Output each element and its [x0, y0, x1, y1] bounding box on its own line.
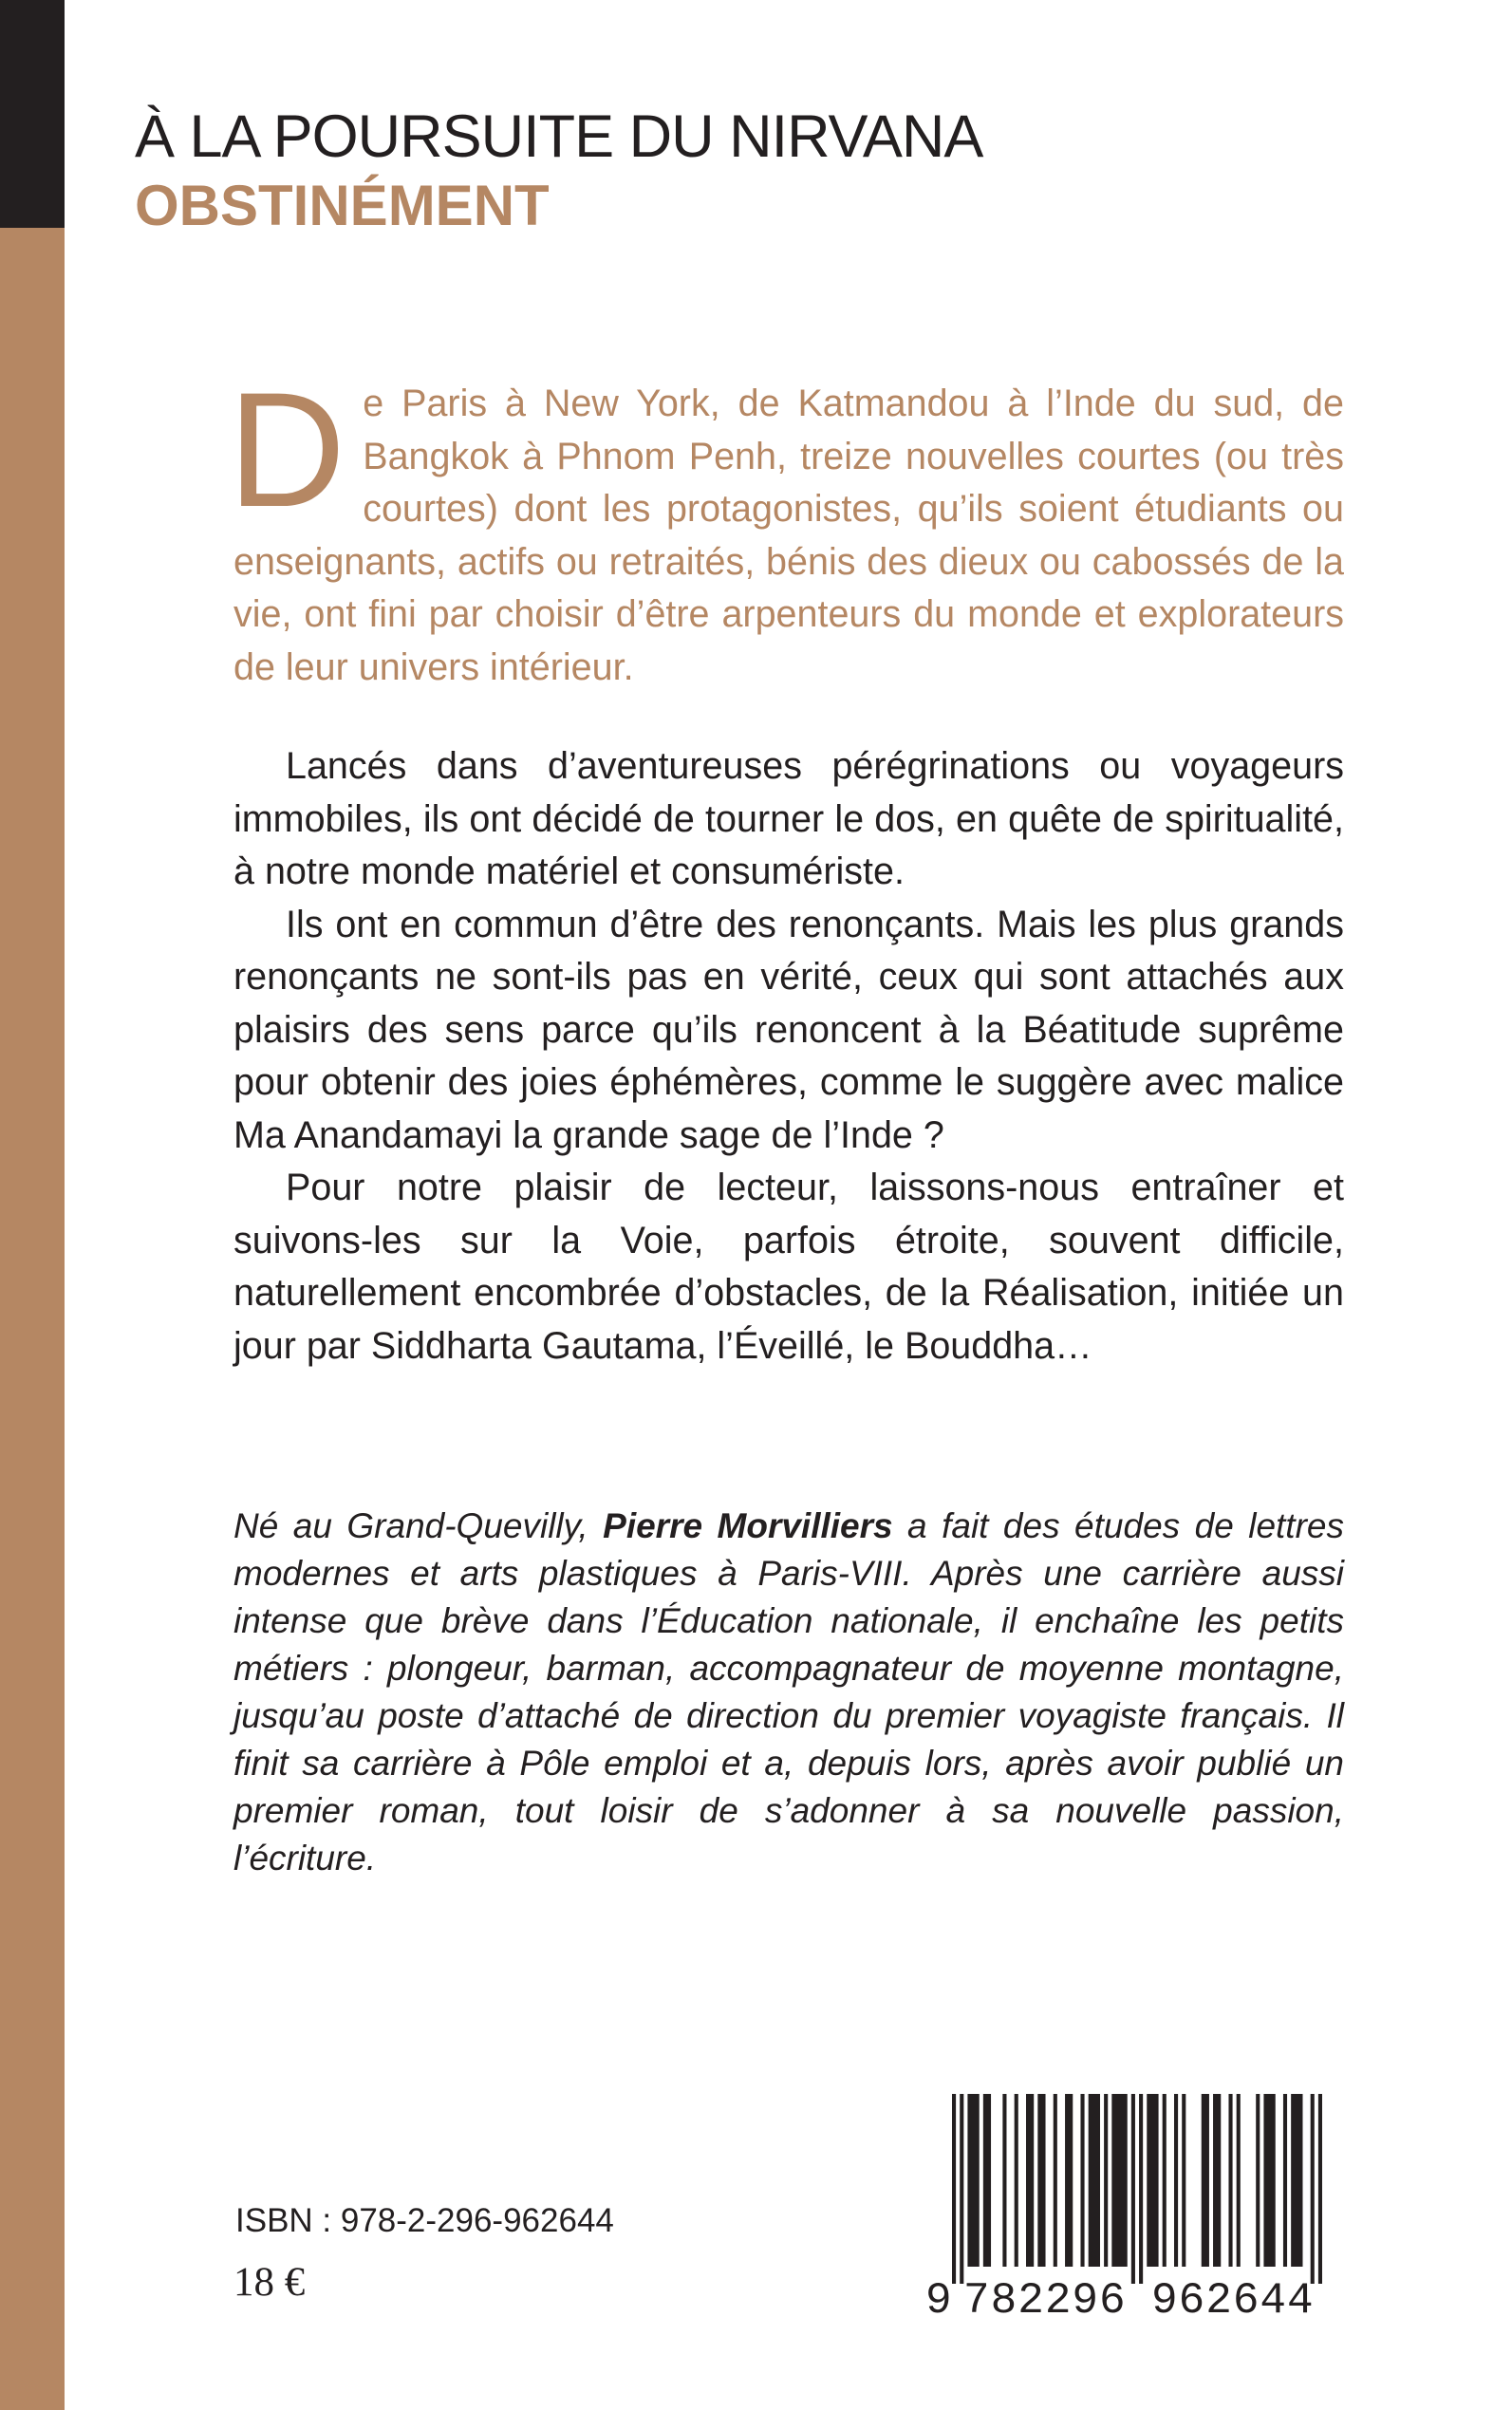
- blurb-body: [233, 740, 1344, 1373]
- barcode-bar: [1163, 2094, 1167, 2267]
- blurb-paragraph: Ils ont en commun d’être des renonçants. Mais les plus grands renonçants ne sont-ils pas en vérité, ceux qui sont attachés aux plaisirs des sens parce qu’ils renoncent à la Béatitude suprême pour obtenir des joies éphémères, comme le suggère avec malice Ma Anandamayi la grande sage de l’Inde ?: [233, 903, 1344, 1156]
- spine-band-top: [0, 0, 65, 228]
- barcode: [925, 2088, 1348, 2345]
- price: 18 €: [233, 2260, 306, 2305]
- barcode-bar: [1054, 2094, 1057, 2267]
- barcode-bar: [1213, 2094, 1221, 2267]
- barcode-bar: [1147, 2094, 1158, 2267]
- barcode-bar: [1237, 2094, 1241, 2267]
- intro-paragraph: [228, 359, 1344, 694]
- barcode-bar: [1080, 2094, 1084, 2267]
- blurb-paragraph: Pour notre plaisir de lecteur, laissons-nous entraîner et suivons-les sur la Voie, parfois étroite, souvent difficile, naturellement encombrée d’obstacles, de la Réalisation, initiée un jour par Siddharta Gautama, l’Éveillé, le Bouddha…: [233, 1167, 1344, 1367]
- barcode-bar: [1002, 2094, 1006, 2267]
- barcode-guard-bar: [1311, 2094, 1315, 2284]
- spine-band: [0, 228, 65, 2410]
- author-name: Pierre Morvilliers: [603, 1506, 893, 1545]
- barcode-bar: [1283, 2094, 1287, 2267]
- barcode-bar: [1015, 2094, 1018, 2267]
- blurb-paragraph: Lancés dans d’aventureuses pérégrinations ou voyageurs immobiles, ils ont décidé de tourner le dos, en quête de spiritualité, à notre monde matériel et consumériste.: [233, 745, 1344, 892]
- barcode-bar: [1263, 2094, 1275, 2267]
- barcode-bar: [1026, 2094, 1034, 2267]
- barcode-guard-bar: [1139, 2094, 1143, 2284]
- barcode-guard-bar: [952, 2094, 956, 2284]
- barcode-bar: [1111, 2094, 1127, 2267]
- barcode-right-digits: 962644: [1151, 2276, 1315, 2326]
- barcode-bars: [952, 2094, 1322, 2284]
- barcode-bar: [1174, 2094, 1178, 2267]
- bio-prefix: Né au Grand-Quevilly,: [233, 1506, 604, 1545]
- barcode-bar: [983, 2094, 991, 2267]
- barcode-bar: [1089, 2094, 1100, 2267]
- author-bio: [233, 1503, 1344, 1882]
- intro-text: e Paris à New York, de Katmandou à l’Inde du sud, de Bangkok à Phnom Penh, treize nouvelles courtes (ou très courtes) dont les protagonistes, qu’ils soient étudiants ou enseignants, actifs ou retraités, bénis des dieux ou cabossés de la vie, ont fini par choisir d’être arpenteurs du monde et explorateurs de leur univers intérieur.: [233, 383, 1344, 688]
- barcode-bar: [967, 2094, 979, 2267]
- barcode-bar: [1256, 2094, 1260, 2267]
- barcode-guard-bar: [960, 2094, 963, 2284]
- isbn: ISBN : 978-2-296-962644: [235, 2202, 614, 2239]
- barcode-bar: [1065, 2094, 1073, 2267]
- barcode-bar: [1202, 2094, 1209, 2267]
- barcode-bar: [1291, 2094, 1302, 2267]
- book-title: À LA POURSUITE DU NIRVANA: [135, 103, 983, 170]
- barcode-left-digits: 782296: [963, 2276, 1127, 2326]
- barcode-guard-bar: [1318, 2094, 1322, 2284]
- barcode-bar: [1037, 2094, 1045, 2267]
- barcode-first-digit: 9: [925, 2276, 952, 2326]
- barcode-bar: [1228, 2094, 1232, 2267]
- barcode-bar: [1182, 2094, 1185, 2267]
- book-subtitle: OBSTINÉMENT: [135, 174, 550, 237]
- barcode-bar: [1104, 2094, 1108, 2267]
- barcode-guard-bar: [1131, 2094, 1135, 2284]
- bio-text: a fait des études de lettres modernes et arts plastiques à Paris-VIII. Après une carrière aussi intense que brève dans l’Éducation nationale, il enchaîne les petits métiers : plongeur, barman, accompagnateur de moyenne montagne, jusqu’au poste d’attaché de direction du premier voyagiste français. Il finit sa carrière à Pôle emploi et a, depuis lors, après avoir publié un premier roman, tout loisir de s’adonner à sa nouvelle passion, l’écriture.: [233, 1506, 1344, 1878]
- drop-cap: D: [228, 359, 346, 541]
